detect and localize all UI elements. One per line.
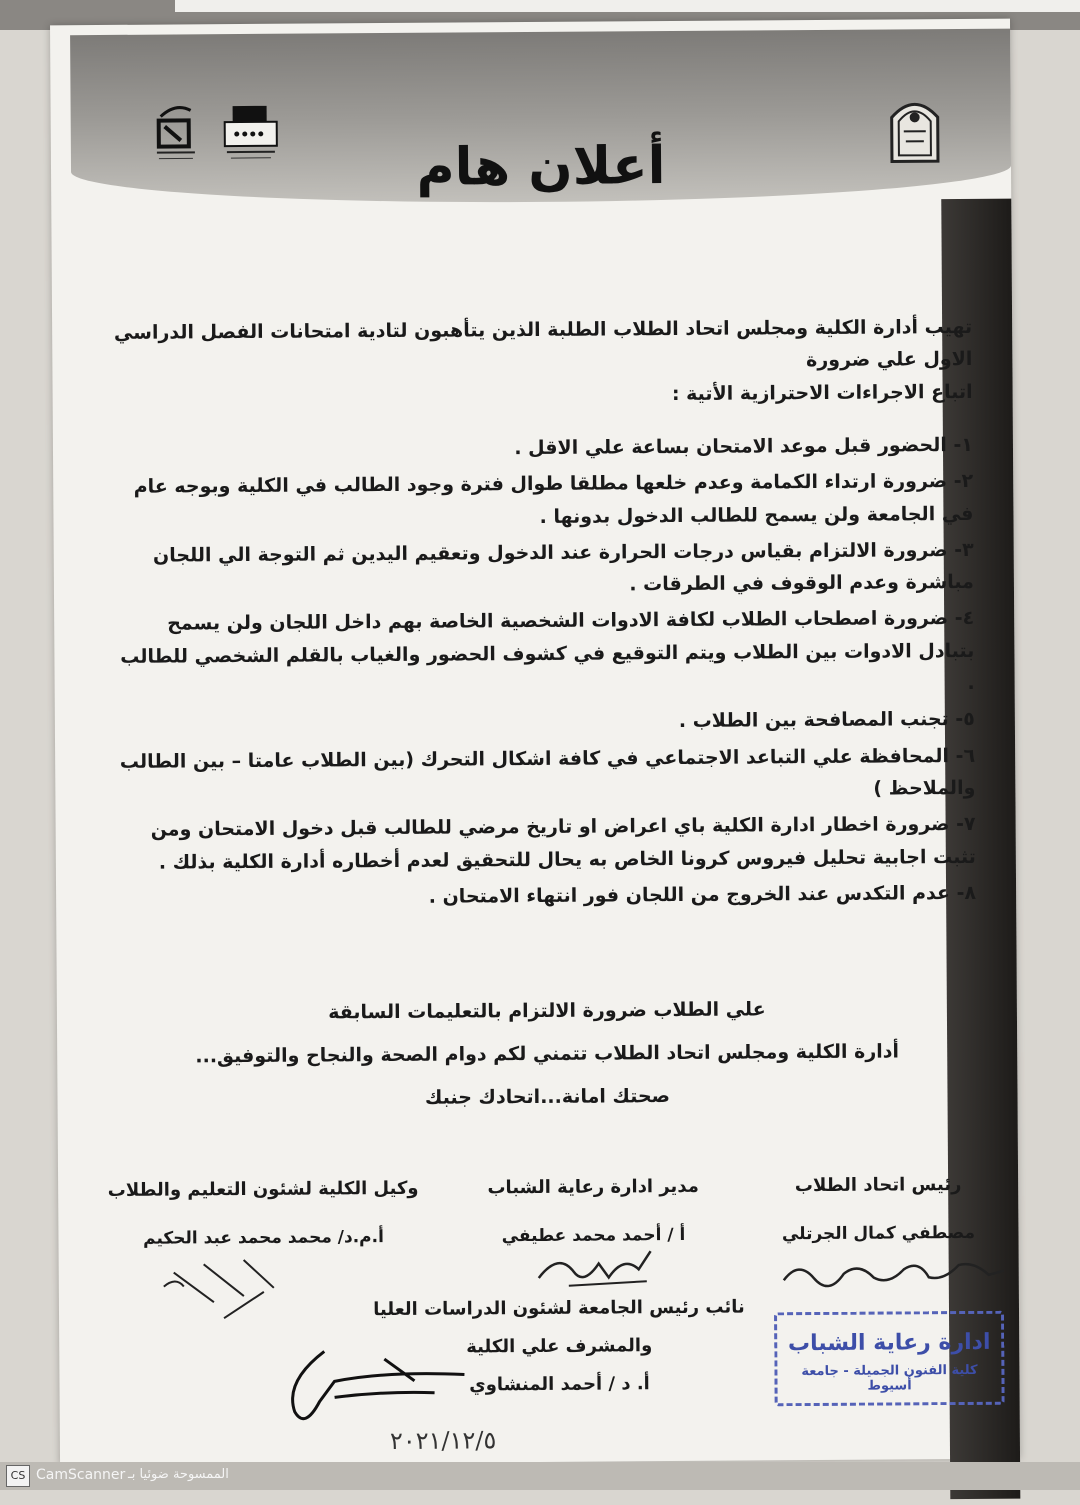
intro-line-1: تهيب أدارة الكلية ومجلس اتحاد الطلاب الطلبة الذين يتأهبون لتادية امتحانات الفصل الدراسي الاول علي ضرورة <box>112 311 972 382</box>
signature-vice-dean <box>98 1178 428 1249</box>
youth-handwritten-signature <box>529 1241 659 1292</box>
youth-care-stamp <box>774 1311 1005 1407</box>
list-item: ١- الحضور قبل موعد الامتحان بساعة علي الاقل . <box>113 429 973 467</box>
supervisor-handwritten-signature <box>264 1340 475 1431</box>
announcement-title: أعلان هام <box>71 134 1011 201</box>
announcement-header <box>70 29 1011 206</box>
intro-line-2: اتباع الاجراءات الاحترازية الأتية : <box>112 376 972 414</box>
signature-youth-director <box>468 1176 718 1247</box>
document-page <box>50 19 1020 1466</box>
vice-handwritten-signature <box>154 1252 314 1323</box>
list-item: ٢- ضرورة ارتداء الكمامة وعدم خلعها مطلقا طوال فترة وجود الطالب في الكلية وبوجه عام في الجامعة ولن يسمح للطالب الدخول بدونها . <box>113 465 973 536</box>
signature-role: مدير ادارة رعاية الشباب <box>468 1176 718 1199</box>
list-item: ٨- عدم التكدس عند الخروج من اللجان فور انتهاء الامتحان . <box>116 877 976 915</box>
supervisor-role-2: والمشرف علي الكلية <box>359 1326 759 1367</box>
list-item: ٦- المحافظة علي التباعد الاجتماعي في كافة اشكال التحرك (بين الطلاب عامتا – بين الطالب والملاحظ ) <box>115 740 975 811</box>
signature-name: أ.م.د/ محمد محمد عبد الحكيم <box>98 1227 428 1249</box>
camscanner-arabic-label: الممسوحة ضوئيا بـ <box>128 1467 229 1482</box>
list-item: ٤- ضرورة اصطحاب الطلاب لكافة الادوات الشخصية الخاصة بهم داخل اللجان ولن يسمح بتبادل الادوات بين الطلاب ويتم التوقيع في كشوف الحضور والغياب بالقلم الشخصي للطالب . <box>114 602 975 705</box>
precautions-list <box>113 429 976 919</box>
camscanner-brand: CamScanner <box>36 1467 125 1483</box>
camscanner-icon: CS <box>6 1465 30 1487</box>
handwritten-date: ٢٠٢١/١٢/٥ <box>390 1426 497 1455</box>
signature-role: رئيس اتحاد الطلاب <box>758 1174 998 1197</box>
stamp-line-2: كلية الفنون الجميلة - جامعة أسيوط <box>777 1363 1001 1395</box>
closing-message <box>117 987 978 1121</box>
stamp-line-1: ادارة رعاية الشباب <box>777 1330 1001 1357</box>
union-handwritten-signature <box>779 1251 1009 1293</box>
list-item: ٣- ضرورة الالتزام بقياس درجات الحرارة عند الدخول وتعقيم اليدين ثم التوجة الي اللجان مباشرة وعدم الوقوف في الطرقات . <box>114 534 974 605</box>
signature-name: مصطفي كمال الجرتلي <box>758 1223 998 1245</box>
intro-paragraph <box>112 311 973 414</box>
list-item: ٧- ضرورة اخطار ادارة الكلية باي اعراض او تاريخ مرضي للطالب قبل دخول الامتحان ومن تثبت اجابية تحليل فيروس كرونا الخاص به يحال للتحقيق لعدم أخطاره أدارة الكلية بذلك . <box>116 808 976 879</box>
supervisor-name: أ. د / أحمد المنشاوي <box>359 1364 759 1405</box>
list-item: ٥- تجنب المصافحة بين الطلاب . <box>115 703 975 741</box>
closing-line-3: صحتك امانة...اتحادك جنبك <box>117 1072 977 1121</box>
signature-role: وكيل الكلية لشئون التعليم والطلاب <box>98 1178 428 1201</box>
supervisor-role-1: نائب رئيس الجامعة لشئون الدراسات العليا <box>359 1288 759 1329</box>
signature-union-president <box>758 1174 998 1245</box>
signature-name: أ / أحمد محمد عطيفي <box>468 1225 718 1247</box>
closing-line-1: علي الطلاب ضرورة الالتزام بالتعليمات السابقة <box>117 987 977 1036</box>
paper-edge-strip <box>175 0 1080 12</box>
closing-line-2: أدارة الكلية ومجلس اتحاد الطلاب تتمني لكم دوام الصحة والنجاح والتوفيق... <box>117 1030 977 1079</box>
scanner-footer <box>0 1462 1080 1490</box>
